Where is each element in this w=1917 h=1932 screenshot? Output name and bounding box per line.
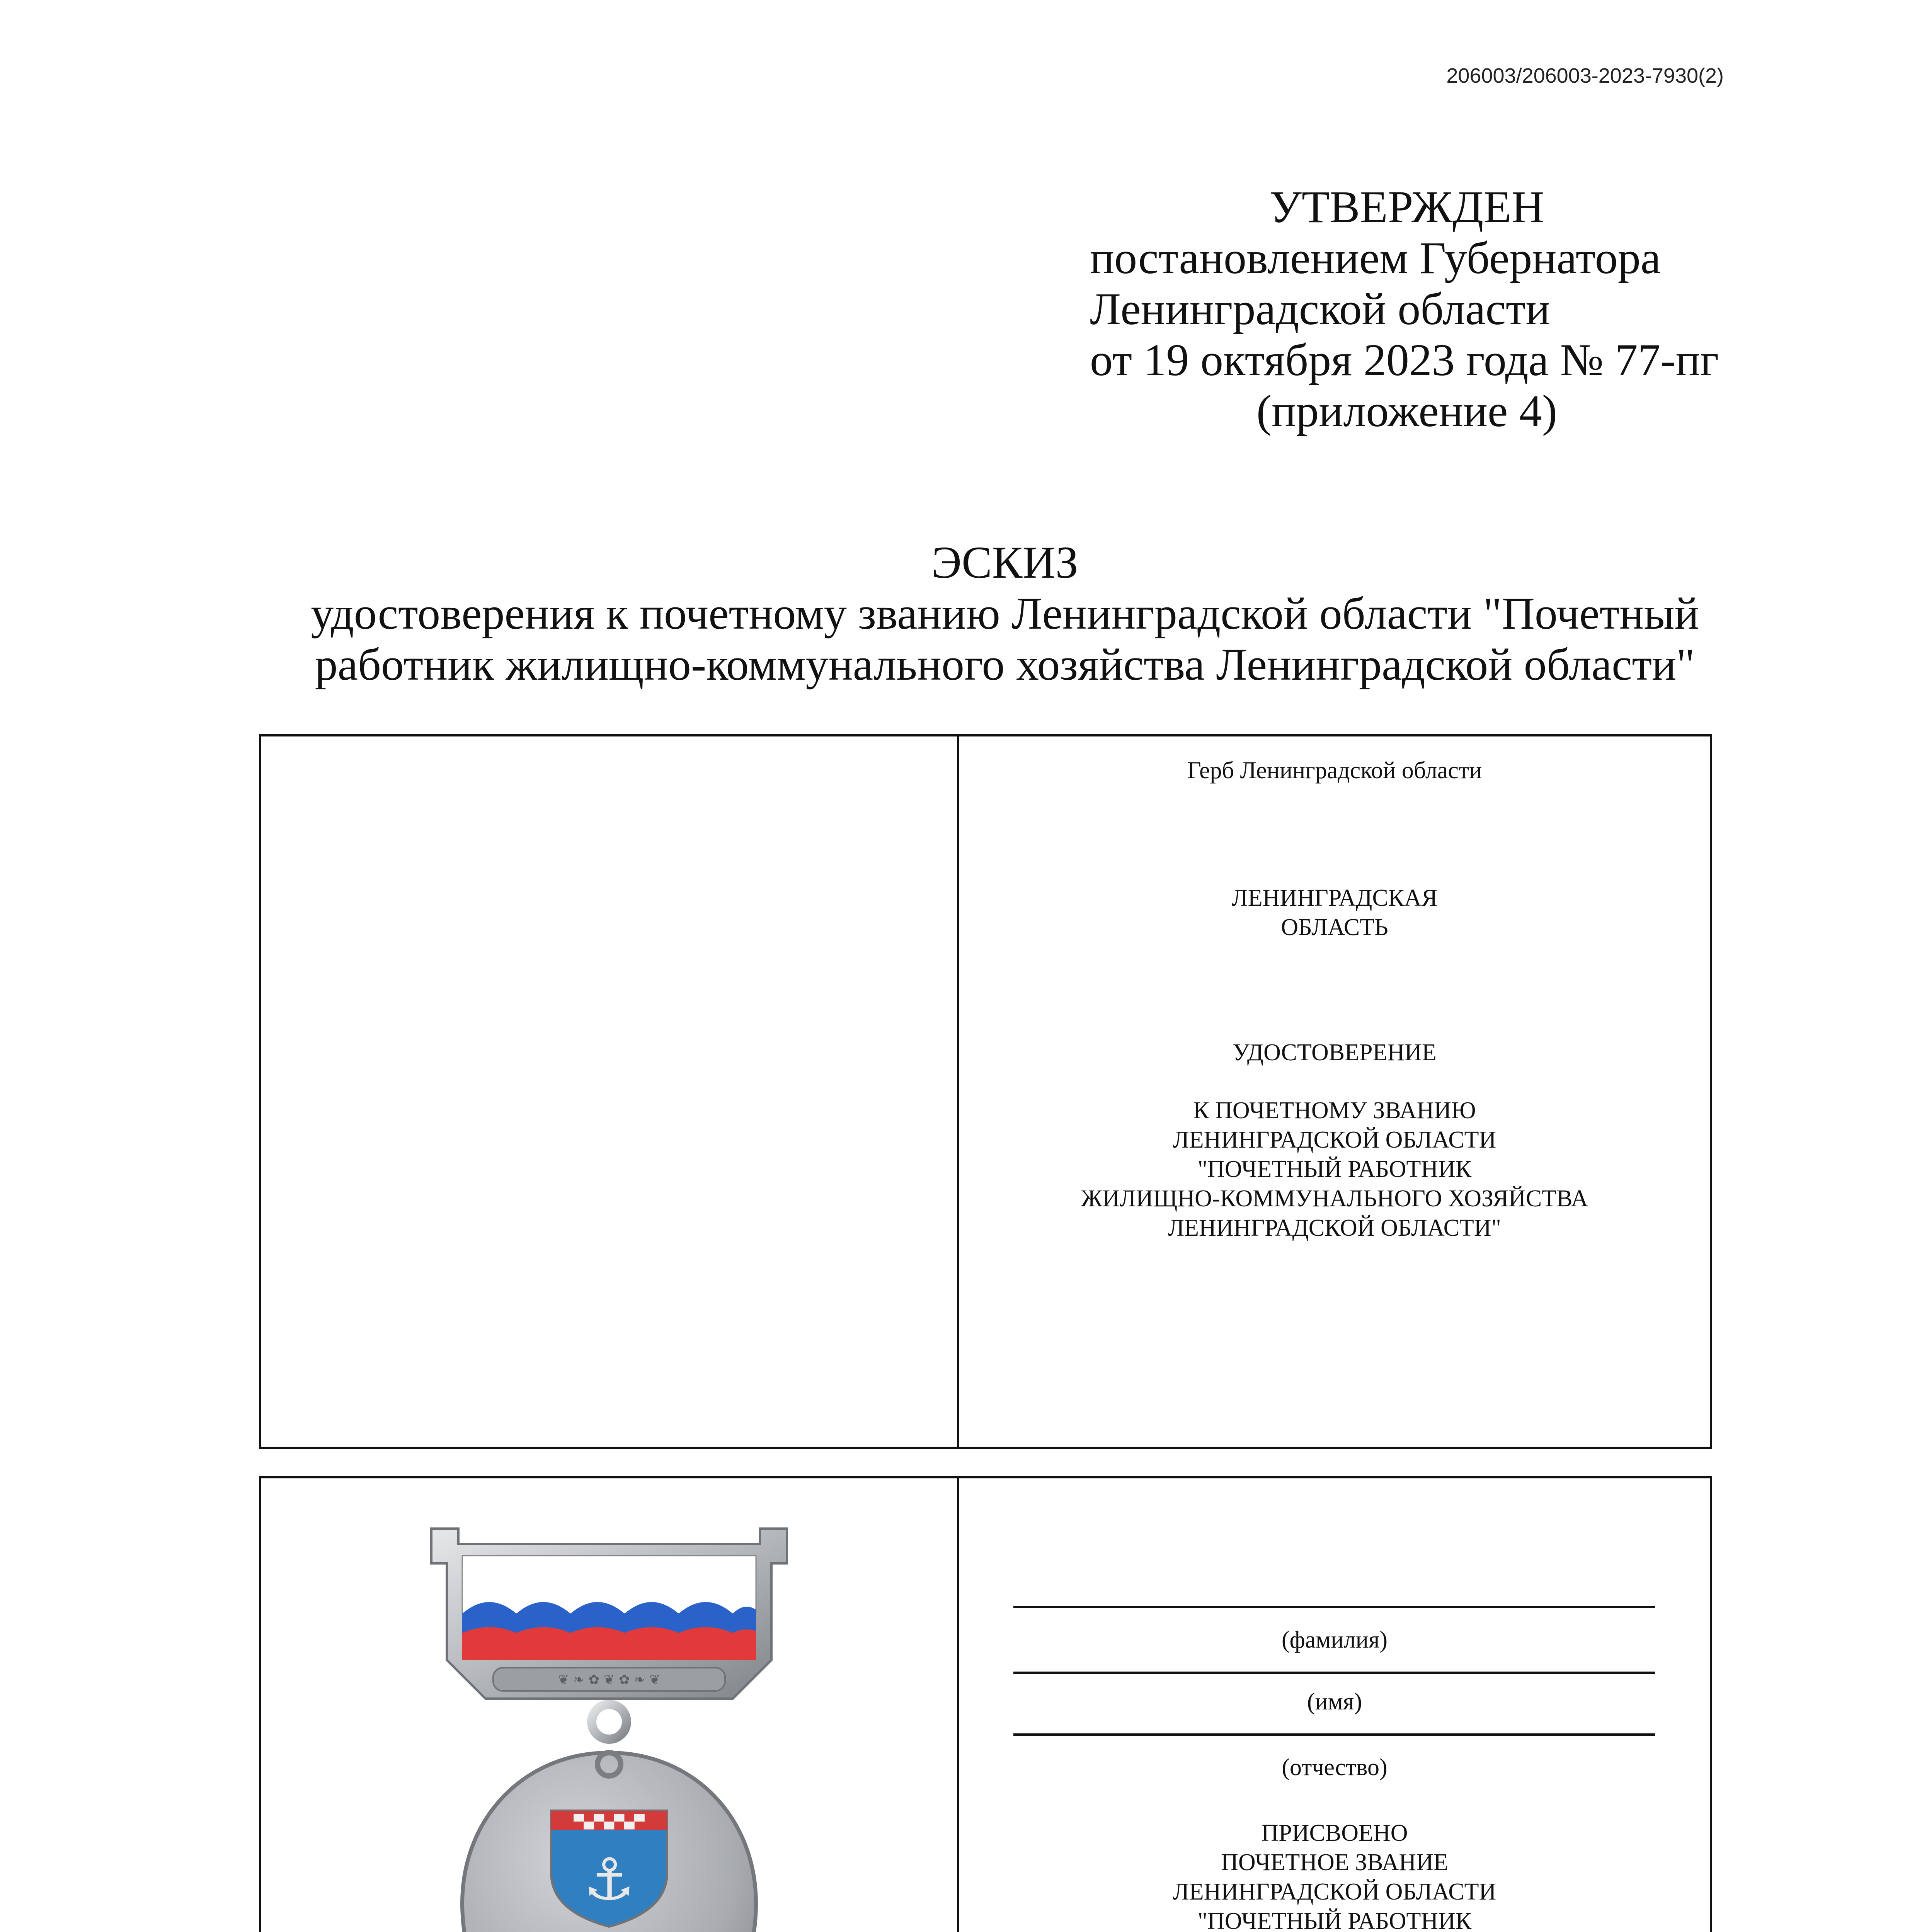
certificate-heading: УДОСТОВЕРЕНИЕ <box>1233 1039 1437 1066</box>
awarded-line: "ПОЧЕТНЫЙ РАБОТНИК <box>1197 1908 1472 1932</box>
approval-appendix: (приложение 4) <box>1256 386 1558 436</box>
coat-of-arms-label: Герб Ленинградской области <box>1187 757 1482 784</box>
flag-red-wave <box>462 1627 756 1660</box>
region-line: ОБЛАСТЬ <box>1281 914 1388 940</box>
honorary-title-block <box>959 1096 1710 1243</box>
title-line: работник жилищно-коммунального хозяйства Ленинградской области" <box>315 639 1695 690</box>
laurel-ornament-icon: ❦ ❧ ✿ ❦ ✿ ❧ ❦ <box>558 1672 661 1687</box>
honorary-title-line: ЛЕНИНГРАДСКОЙ ОБЛАСТИ <box>1173 1127 1496 1153</box>
name-line <box>1013 1672 1655 1674</box>
certificate-cover-spread <box>259 734 1712 1449</box>
title-line: удостоверения к почетному званию Ленинградской области "Почетный <box>311 588 1699 639</box>
title-heading: ЭСКИЗ <box>931 537 1078 588</box>
medal-illustration <box>416 1517 802 1932</box>
fortress-wall-icon: ▀▄▀▄▀▄▀ <box>574 1814 645 1830</box>
inner-right-page <box>959 1478 1710 1932</box>
surname-line <box>1013 1606 1655 1608</box>
honorary-title-line: К ПОЧЕТНОМУ ЗВАНИЮ <box>1193 1097 1476 1124</box>
region-name <box>959 883 1710 942</box>
awarded-line: ЛЕНИНГРАДСКОЙ ОБЛАСТИ <box>1173 1879 1496 1905</box>
approval-block <box>1090 182 1724 437</box>
honorary-title-line: ЛЕНИНГРАДСКОЙ ОБЛАСТИ" <box>1168 1215 1501 1241</box>
certificate-inner-spread <box>259 1476 1712 1932</box>
surname-caption: (фамилия) <box>1281 1627 1388 1653</box>
medal-loop <box>592 1704 627 1739</box>
approval-line: Ленинградской области <box>1090 284 1550 334</box>
name-caption: (имя) <box>1307 1689 1362 1715</box>
approval-heading: УТВЕРЖДЕН <box>1269 182 1544 232</box>
awarded-line: ПРИСВОЕНО <box>1261 1820 1408 1846</box>
patronymic-caption: (отчество) <box>1282 1754 1388 1781</box>
approval-line: от 19 октября 2023 года № 77-пг <box>1090 335 1719 385</box>
inner-left-page <box>261 1478 957 1932</box>
document-title <box>193 537 1817 690</box>
anchor-key-icon: ⚓ <box>583 1846 635 1913</box>
region-line: ЛЕНИНГРАДСКАЯ <box>1231 885 1438 911</box>
awarded-line: ПОЧЕТНОЕ ЗВАНИЕ <box>1221 1849 1448 1876</box>
approval-line: постановлением Губернатора <box>1090 233 1661 283</box>
patronymic-line <box>1013 1733 1655 1736</box>
document-number: 206003/206003-2023-7930(2) <box>1446 64 1724 87</box>
honorary-title-line: "ПОЧЕТНЫЙ РАБОТНИК <box>1197 1156 1472 1182</box>
honorary-title-line: ЖИЛИЩНО-КОММУНАЛЬНОГО ХОЗЯЙСТВА <box>1081 1185 1588 1212</box>
cover-right-page <box>959 736 1710 1447</box>
awarded-title-block <box>959 1818 1710 1932</box>
